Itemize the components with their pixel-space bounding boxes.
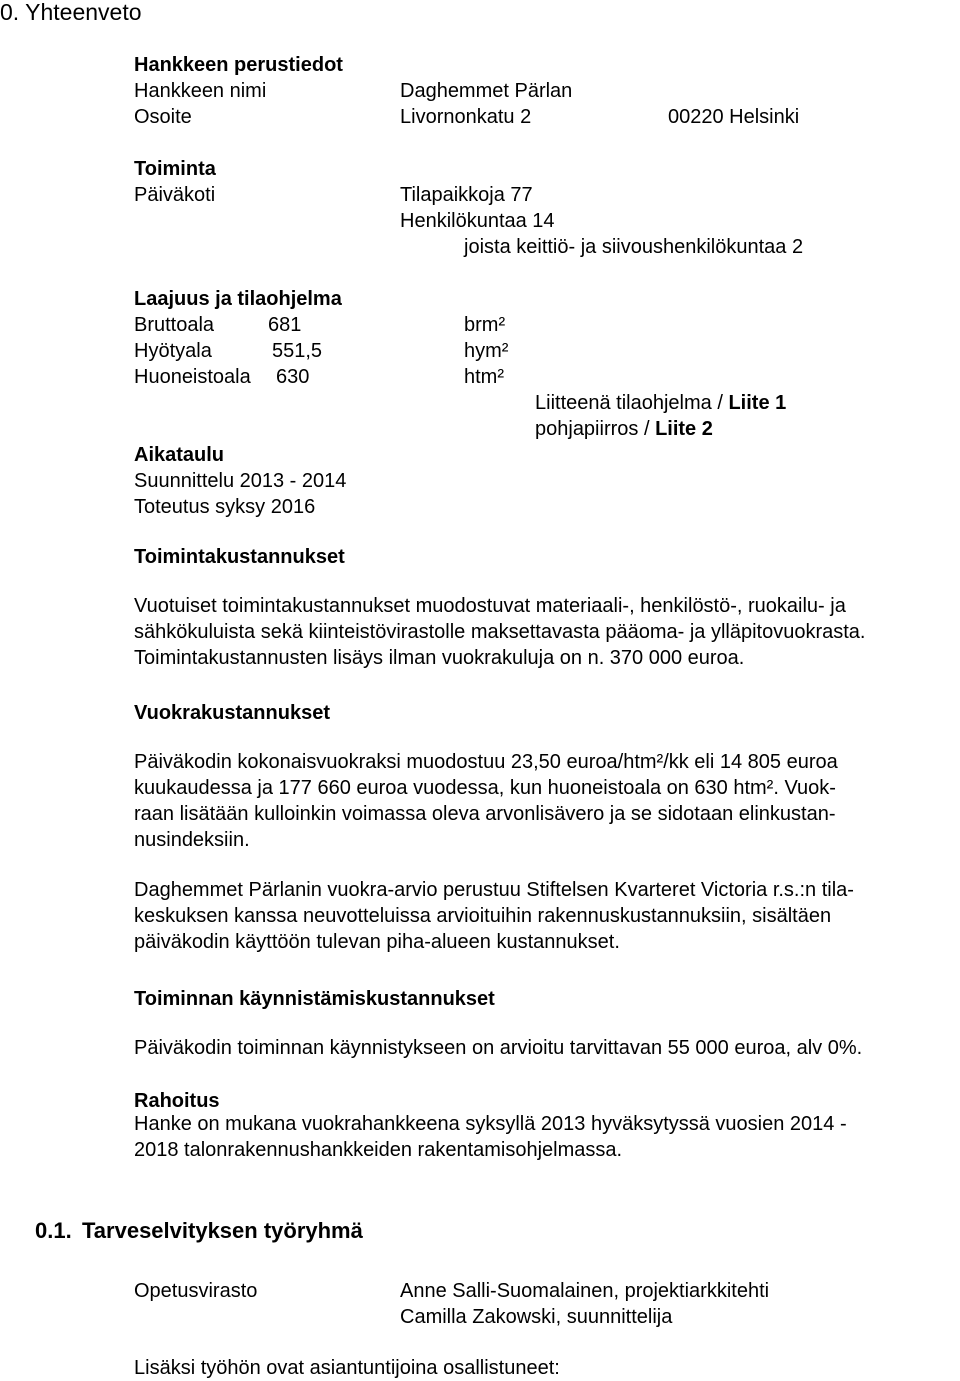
operating-costs-paragraph bbox=[134, 593, 959, 671]
schedule-build: Toteutus syksy 2016 bbox=[134, 496, 316, 518]
schedule-design: Suunnittelu 2013 - 2014 bbox=[134, 470, 347, 492]
attachment-note-2 bbox=[535, 419, 713, 439]
startup-costs-paragraph bbox=[134, 1035, 959, 1061]
paragraph-line: raan lisätään kulloinkin voimassa oleva arvonlisävero ja se sidotaan elinkustan- bbox=[134, 803, 836, 825]
places-count: Tilapaikkoja 77 bbox=[400, 184, 533, 206]
section-title-kaynnistys: Toiminnan käynnistämiskustannukset bbox=[134, 988, 495, 1010]
section-title-rahoitus: Rahoitus bbox=[134, 1090, 220, 1112]
section-title-laajuus: Laajuus ja tilaohjelma bbox=[134, 288, 342, 310]
activity-type: Päiväkoti bbox=[134, 184, 216, 206]
paragraph-line: Toimintakustannusten lisäys ilman vuokrakuluja on n. 370 000 euroa. bbox=[134, 647, 745, 669]
project-name-value: Daghemmet Pärlan bbox=[400, 80, 573, 102]
team-member: Anne Salli-Suomalainen, projektiarkkitehti bbox=[400, 1280, 770, 1302]
team-organization: Opetusvirasto bbox=[134, 1280, 258, 1302]
section-title-toimintakustannukset: Toimintakustannukset bbox=[134, 546, 345, 568]
paragraph-line: keskuksen kanssa neuvotteluissa arvioituihin rakennuskustannuksiin, sisältäen bbox=[134, 905, 832, 927]
subsection-number: 0.1. bbox=[35, 1218, 72, 1243]
project-name-label: Hankkeen nimi bbox=[134, 80, 267, 102]
subsection-title: Tarveselvityksen työryhmä bbox=[82, 1218, 363, 1243]
paragraph-line: sähkökuluista sekä kiinteistövirastolle maksettavasta pääoma- ja ylläpitovuokrasta. bbox=[134, 621, 866, 643]
paragraph-line: kuukaudessa ja 177 660 euroa vuodessa, kun huoneistoala on 630 htm². Vuok- bbox=[134, 777, 836, 799]
rent-paragraph-1 bbox=[134, 749, 959, 853]
address-street: Livornonkatu 2 bbox=[400, 106, 532, 128]
paragraph-line: Hanke on mukana vuokrahankkeena syksyllä 2013 hyväksytyssä vuosien 2014 - bbox=[134, 1113, 847, 1135]
paragraph-line: Vuotuiset toimintakustannukset muodostuvat materiaali-, henkilöstö-, ruokailu- ja bbox=[134, 595, 846, 617]
paragraph-line: Päiväkodin kokonaisvuokraksi muodostuu 23,50 euroa/htm²/kk eli 14 805 euroa bbox=[134, 751, 838, 773]
attachment-text: pohjapiirros / bbox=[535, 418, 656, 440]
address-label: Osoite bbox=[134, 106, 192, 128]
area-unit: htm² bbox=[464, 366, 504, 388]
area-unit: hym² bbox=[464, 340, 509, 362]
paragraph-line: 2018 talonrakennushankkeiden rakentamisohjelmassa. bbox=[134, 1139, 623, 1161]
section-title-toiminta: Toiminta bbox=[134, 158, 216, 180]
address-city: 00220 Helsinki bbox=[668, 106, 800, 128]
section-title-vuokrakustannukset: Vuokrakustannukset bbox=[134, 702, 330, 724]
attachment-note-1 bbox=[535, 393, 786, 413]
kitchen-staff-count: joista keittiö- ja siivoushenkilökuntaa 2 bbox=[464, 236, 804, 258]
funding-paragraph bbox=[134, 1111, 959, 1163]
experts-note: Lisäksi työhön ovat asiantuntijoina osallistuneet: bbox=[134, 1357, 560, 1379]
area-label: Bruttoala bbox=[134, 314, 215, 336]
staff-count: Henkilökuntaa 14 bbox=[400, 210, 555, 232]
attachment-ref-2: Liite 2 bbox=[655, 418, 713, 440]
paragraph-line: päiväkodin käyttöön tulevan piha-alueen kustannukset. bbox=[134, 931, 620, 953]
team-member: Camilla Zakowski, suunnittelija bbox=[400, 1306, 673, 1328]
area-value: 551,5 bbox=[272, 340, 323, 362]
attachment-ref-1: Liite 1 bbox=[728, 392, 787, 414]
page-title: 0. Yhteenveto bbox=[0, 0, 142, 25]
area-label: Hyötyala bbox=[134, 340, 212, 362]
paragraph-line: Daghemmet Pärlanin vuokra-arvio perustuu Stiftelsen Kvarteret Victoria r.s.:n tila- bbox=[134, 879, 854, 901]
area-value: 681 bbox=[268, 314, 302, 336]
area-unit: brm² bbox=[464, 314, 506, 336]
area-value: 630 bbox=[276, 366, 310, 388]
paragraph-line: nusindeksiin. bbox=[134, 829, 250, 851]
section-title-aikataulu: Aikataulu bbox=[134, 444, 225, 466]
rent-paragraph-2 bbox=[134, 877, 959, 955]
area-label: Huoneistoala bbox=[134, 366, 251, 388]
paragraph-line: Päiväkodin toiminnan käynnistykseen on arvioitu tarvittavan 55 000 euroa, alv 0%. bbox=[134, 1037, 863, 1059]
section-title-perustiedot: Hankkeen perustiedot bbox=[134, 54, 343, 76]
attachment-text: Liitteenä tilaohjelma / bbox=[535, 392, 729, 414]
